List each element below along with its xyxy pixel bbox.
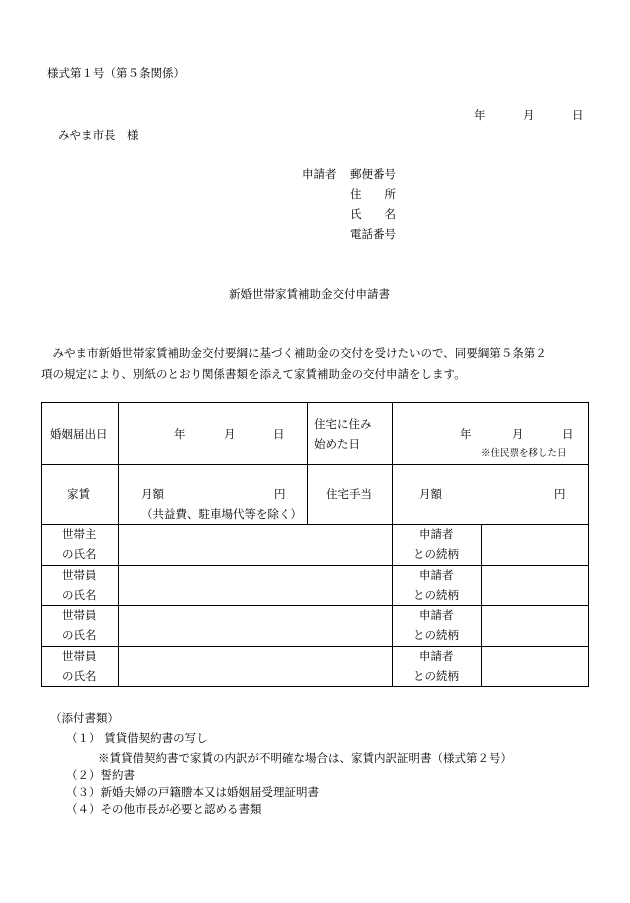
- row-2-label-2: の氏名: [62, 588, 97, 602]
- attachment-item-4: （４）その他市長が必要と認める書類: [66, 802, 262, 816]
- attachments-heading: （添付書類）: [50, 711, 119, 725]
- addressee: みやま市長 様: [58, 128, 139, 142]
- row-3-relation-1: 申請者: [419, 608, 454, 622]
- row-3-label-1: 世帯員: [62, 608, 97, 622]
- row-1-relation-1: 申請者: [419, 527, 454, 541]
- row-4-label-1: 世帯員: [62, 649, 97, 663]
- housing-allowance-label: 住宅手当: [326, 487, 372, 501]
- row-4-relation-1: 申請者: [419, 649, 454, 663]
- move-in-label-line-1: 住宅に住み: [314, 417, 372, 431]
- row-1-relation-2: との続柄: [413, 547, 459, 561]
- date-month: 月: [523, 108, 535, 122]
- marriage-date-month: 月: [224, 427, 236, 441]
- date-day: 日: [572, 108, 584, 122]
- postal-code-label: 郵便番号: [350, 167, 396, 181]
- move-in-note: ※住民票を移した日: [481, 448, 567, 459]
- rent-note: （共益費、駐車場代等を除く）: [141, 507, 302, 521]
- applicant-role: 申請者: [302, 167, 337, 181]
- move-in-date-day: 日: [562, 427, 574, 441]
- allowance-yen: 円: [554, 487, 566, 501]
- attachment-item-3: （３）新婚夫婦の戸籍謄本又は婚姻届受理証明書: [66, 785, 319, 799]
- form-number: 様式第１号（第５条関係）: [47, 66, 185, 80]
- date-year: 年: [474, 108, 486, 122]
- row-2-label-1: 世帯員: [62, 568, 97, 582]
- move-in-date-year: 年: [460, 427, 472, 441]
- row-2-relation-1: 申請者: [419, 568, 454, 582]
- phone-label: 電話番号: [350, 227, 396, 241]
- row-3-label-2: の氏名: [62, 628, 97, 642]
- row-4-relation-2: との続柄: [413, 669, 459, 683]
- row-1-label-2: の氏名: [62, 547, 97, 561]
- marriage-date-day: 日: [273, 427, 285, 441]
- allowance-monthly-label: 月額: [419, 487, 442, 501]
- body-text-line-1: みやま市新婚世帯家賃補助金交付要綱に基づく補助金の交付を受けたいので、同要綱第５条第２: [41, 346, 547, 360]
- attachment-note: ※賃貸借契約書で家賃の内訳が不明確な場合は、家賃内訳証明書（様式第２号）: [98, 751, 512, 765]
- row-4-label-2: の氏名: [62, 669, 97, 683]
- rent-monthly-label: 月額: [141, 487, 164, 501]
- move-in-label-line-2: 始めた日: [314, 437, 360, 451]
- marriage-date-label: 婚姻届出日: [50, 427, 108, 441]
- attachment-item-2: （２）誓約書: [66, 768, 135, 782]
- document-title: 新婚世帯家賃補助金交付申請書: [229, 287, 390, 301]
- name-label: 氏 名: [350, 207, 396, 221]
- address-label: 住 所: [350, 187, 396, 201]
- move-in-date-month: 月: [512, 427, 524, 441]
- row-2-relation-2: との続柄: [413, 588, 459, 602]
- marriage-date-year: 年: [174, 427, 186, 441]
- row-1-label-1: 世帯主: [62, 527, 97, 541]
- row-3-relation-2: との続柄: [413, 628, 459, 642]
- rent-label: 家賃: [67, 487, 90, 501]
- attachment-item-1: （１） 賃貸借契約書の写し: [66, 731, 208, 745]
- rent-yen: 円: [274, 487, 286, 501]
- body-text-line-2: 項の規定により、別紙のとおり関係書類を添えて家賃補助金の交付申請をします。: [41, 367, 466, 381]
